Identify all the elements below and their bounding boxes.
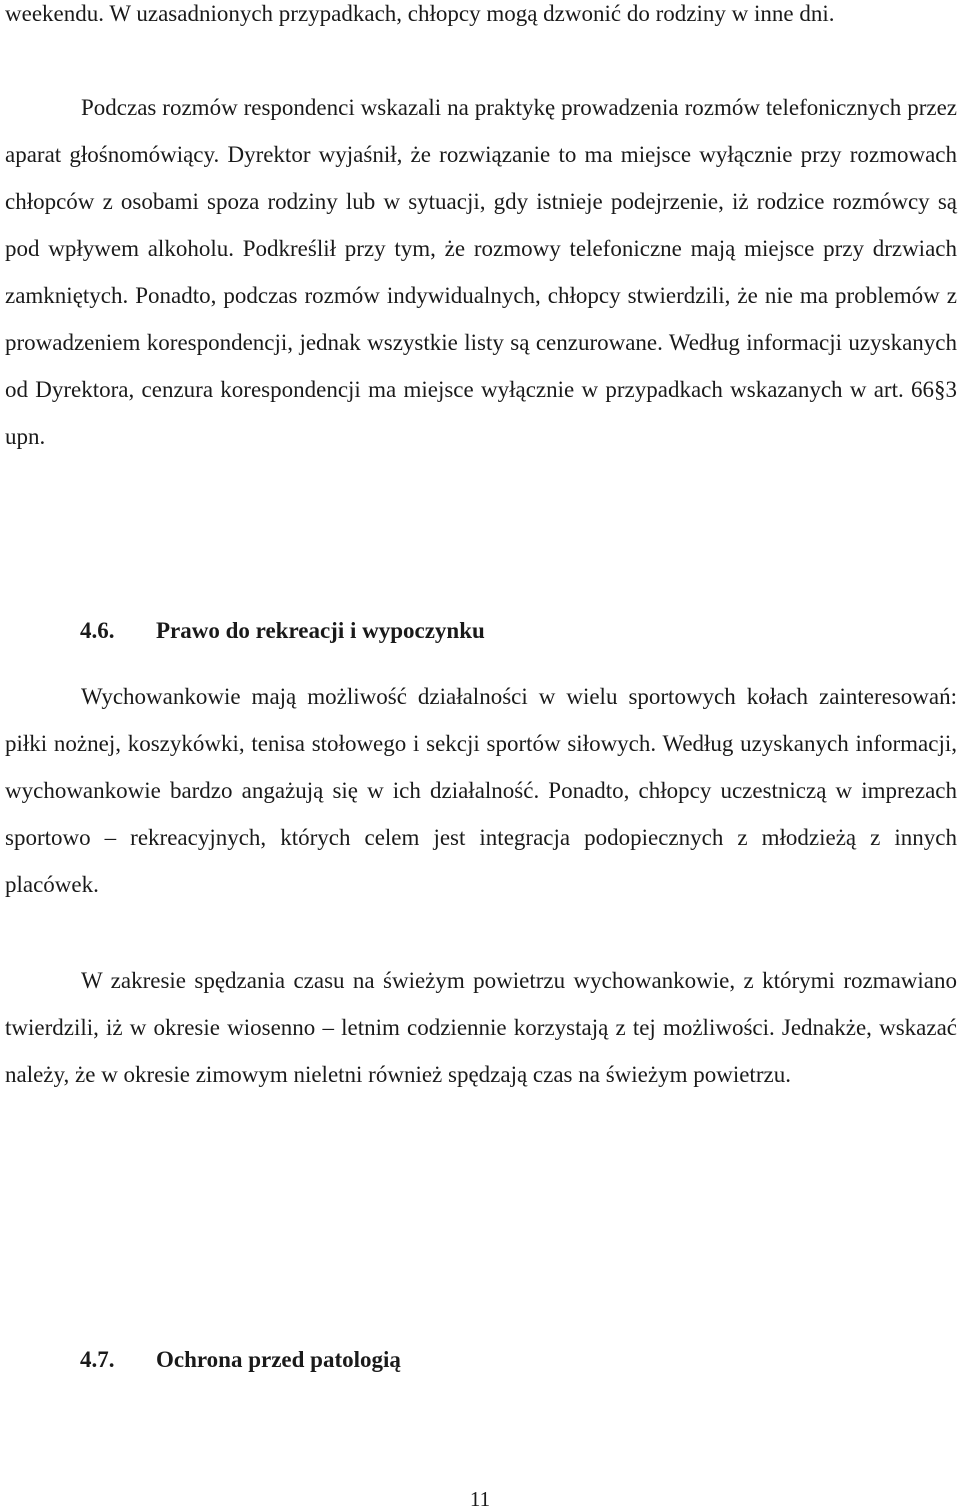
paragraph-outdoor: W zakresie spędzania czasu na świeżym powietrzu wychowankowie, z którymi rozmawiano twierdzili, iż w okresie wiosenno – letnim codziennie korzystają z tej możliwości. Jednakże, wskazać należy, że w okresie zimowym nieletni również spędzają czas na świeżym powietrzu. bbox=[5, 968, 957, 1087]
paragraph-continuation: weekendu. W uzasadnionych przypadkach, chłopcy mogą dzwonić do rodziny w inne dni. bbox=[5, 1, 835, 26]
paragraph-sports: Wychowankowie mają możliwość działalności w wielu sportowych kołach zainteresowań: piłki nożnej, koszykówki, tenisa stołowego i sekcji sportów siłowych. Według uzyskanych informacji, wychowankowie bardzo angażują się w ich działalność. Ponadto, chłopcy uczestniczą w imprezach sportowo – rekreacyjnych, których celem jest integracja podopiecznych z młodzieżą z innych placówek. bbox=[5, 684, 957, 897]
paragraph-phone-calls: Podczas rozmów respondenci wskazali na praktykę prowadzenia rozmów telefonicznych przez aparat głośnomówiący. Dyrektor wyjaśnił, że rozwiązanie to ma miejsce wyłącznie przy rozmowach chłopców z osobami spoza rodziny lub w sytuacji, gdy istnieje podejrzenie, iż rodzice rozmówcy są pod wpływem alkoholu. Podkreślił przy tym, że rozmowy telefoniczne mają miejsce przy drzwiach zamkniętych. Ponadto, podczas rozmów indywidualnych, chłopcy stwierdzili, że nie ma problemów z prowadzeniem korespondencji, jednak wszystkie listy są cenzurowane. Według informacji uzyskanych od Dyrektora, cenzura korespondencji ma miejsce wyłącznie w przypadkach wskazanych w art. 66§3 upn. bbox=[5, 95, 957, 449]
section-number: 4.6. bbox=[80, 618, 115, 643]
section-number: 4.7. bbox=[80, 1347, 115, 1372]
section-heading-4-6 bbox=[80, 616, 485, 646]
page-number: 11 bbox=[469, 1487, 491, 1511]
section-title: Prawo do rekreacji i wypoczynku bbox=[156, 618, 485, 643]
section-title: Ochrona przed patologią bbox=[156, 1347, 401, 1372]
section-heading-4-7 bbox=[80, 1345, 401, 1375]
